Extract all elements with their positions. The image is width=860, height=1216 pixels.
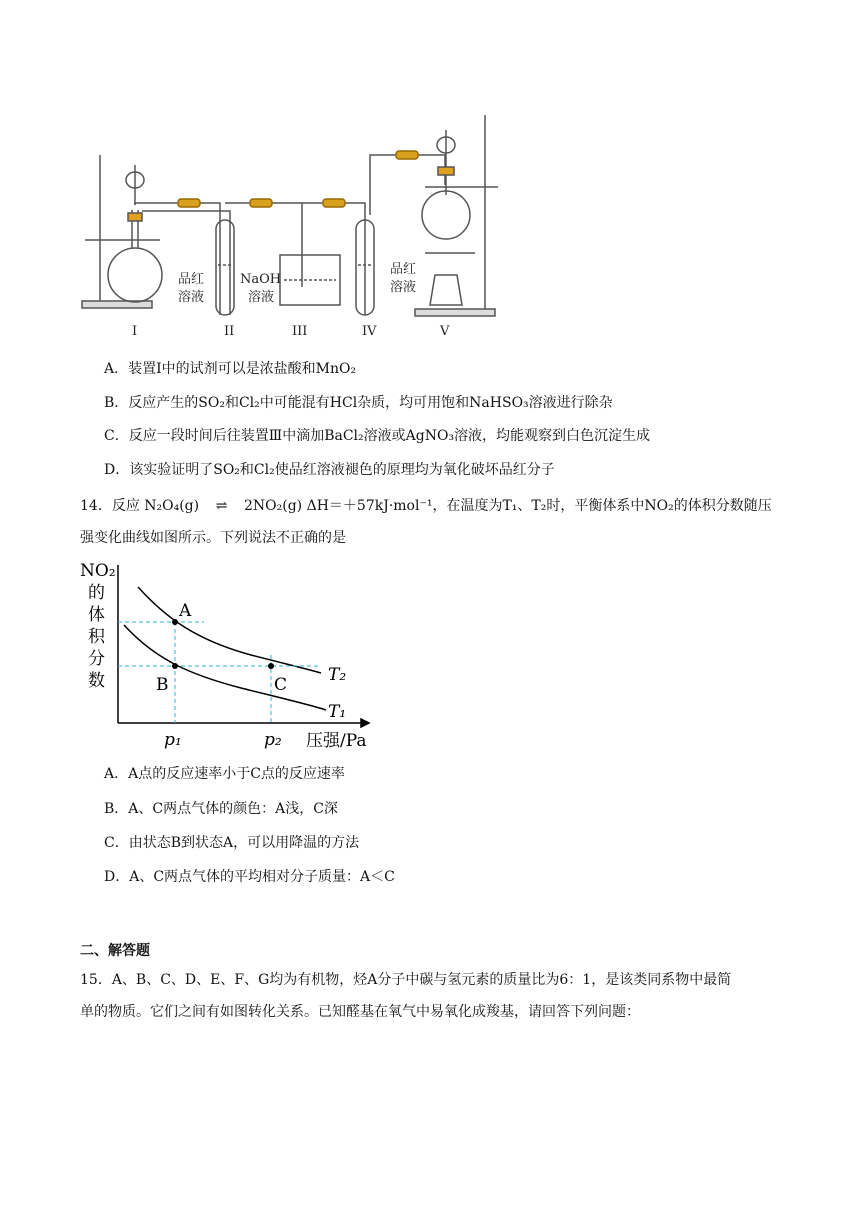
point-a bbox=[172, 619, 178, 625]
section-heading: 二、解答题 bbox=[80, 943, 150, 959]
svg-text:溶液: 溶液 bbox=[178, 290, 205, 305]
point-c bbox=[268, 663, 274, 669]
y-axis-label-char: 数 bbox=[88, 671, 105, 691]
right-reagent-label: 品红 bbox=[390, 262, 417, 277]
series-t1-label: T₁ bbox=[328, 702, 347, 722]
label-V: V bbox=[440, 324, 450, 339]
curve-t2 bbox=[138, 587, 321, 673]
x-tick-p2: p₂ bbox=[264, 730, 282, 750]
q14-option-d: D．A、C两点气体的平均相对分子质量：A＜C bbox=[104, 869, 395, 885]
svg-text:溶液: 溶液 bbox=[248, 290, 275, 305]
q13-option-a: A．装置Ⅰ中的试剂可以是浓盐酸和MnO₂ bbox=[104, 361, 357, 377]
left-reagent-label: 品红 bbox=[178, 272, 205, 287]
point-c-label: C bbox=[274, 675, 288, 695]
q13-option-d: D．该实验证明了SO₂和Cl₂使品红溶液褪色的原理均为氧化破坏品红分子 bbox=[104, 462, 555, 478]
point-b-label: B bbox=[156, 675, 169, 695]
point-b bbox=[172, 663, 178, 669]
q14-option-b: B．A、C两点气体的颜色：A浅，C深 bbox=[104, 801, 338, 817]
q14-stem-line1: 14．反应 N₂O₄(g) ⇌ 2NO₂(g) ΔH＝＋57kJ·mol⁻¹，在温度为T₁、T₂时，平衡体系中NO₂的体积分数随压 bbox=[80, 498, 772, 514]
y-axis-label-char: 的 bbox=[88, 583, 105, 603]
q14-stem-line2: 强变化曲线如图所示。下列说法不正确的是 bbox=[80, 530, 346, 546]
q14-option-a: A．A点的反应速率小于C点的反应速率 bbox=[104, 766, 345, 782]
q15-line2: 单的物质。它们之间有如图转化关系。已知醛基在氧气中易氧化成羧基，请回答下列问题： bbox=[80, 1004, 640, 1020]
y-axis-label-char: NO₂ bbox=[80, 561, 116, 581]
equilibrium-arrow-icon: ⇌ bbox=[215, 498, 228, 514]
y-axis-label-char: 积 bbox=[88, 627, 105, 647]
x-axis-label: 压强/Pa bbox=[306, 731, 367, 751]
label-I: I bbox=[132, 324, 138, 339]
q15-line1: 15．A、B、C、D、E、F、G均为有机物，烃A分子中碳与氢元素的质量比为6：1，是该类同系物中最简 bbox=[80, 972, 732, 988]
x-tick-p1: p₁ bbox=[164, 730, 182, 750]
series-t2-label: T₂ bbox=[328, 665, 347, 685]
apparatus-figure bbox=[70, 105, 510, 340]
no2-pressure-chart bbox=[76, 560, 376, 755]
q13-option-b: B．反应产生的SO₂和Cl₂中可能混有HCl杂质，均可用饱和NaHSO₃溶液进行除杂 bbox=[104, 395, 613, 411]
label-IV: IV bbox=[362, 324, 377, 339]
y-axis-label bbox=[80, 561, 116, 691]
q13-option-c: C．反应一段时间后往装置Ⅲ中滴加BaCl₂溶液或AgNO₃溶液，均能观察到白色沉淀生成 bbox=[104, 428, 651, 444]
point-a-label: A bbox=[179, 601, 192, 621]
y-axis-label-char: 体 bbox=[88, 605, 105, 625]
q14-option-c: C．由状态B到状态A，可以用降温的方法 bbox=[104, 835, 360, 851]
label-II: II bbox=[224, 324, 235, 339]
label-III: III bbox=[292, 324, 308, 339]
svg-text:溶液: 溶液 bbox=[390, 280, 417, 295]
y-axis-label-char: 分 bbox=[88, 649, 105, 669]
middle-reagent-label: NaOH bbox=[240, 272, 282, 287]
curve-t1 bbox=[124, 625, 326, 710]
